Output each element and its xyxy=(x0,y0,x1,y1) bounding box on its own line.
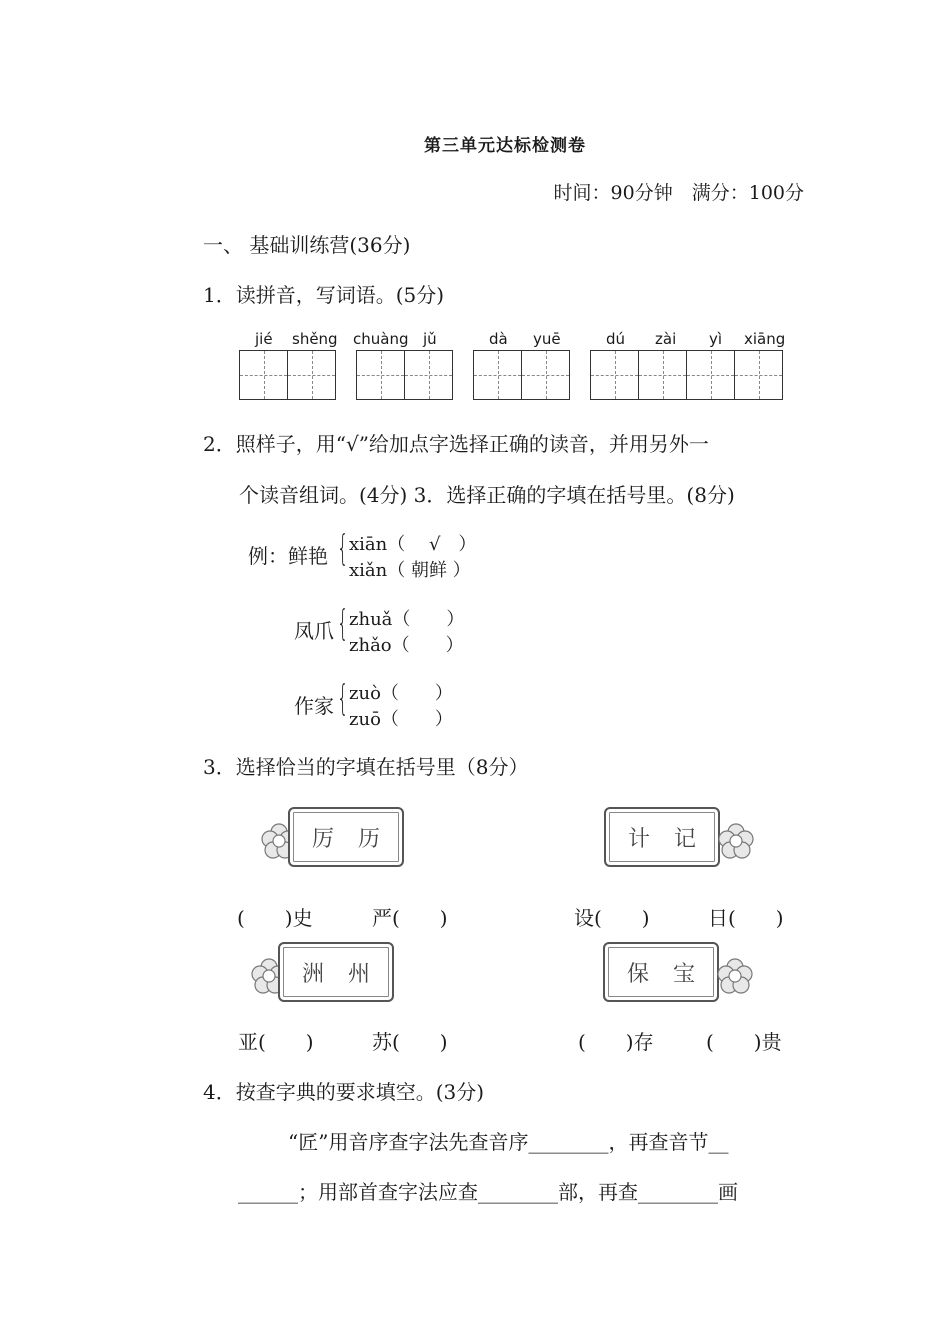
fill-blank[interactable]: 严( ) xyxy=(372,906,448,930)
pinyin-yue: yuē xyxy=(533,330,561,348)
tianzige-cell[interactable] xyxy=(240,351,288,399)
fill-blank[interactable]: ( )存 xyxy=(578,1030,654,1054)
fill-blank[interactable]: 亚( ) xyxy=(238,1030,314,1054)
fill-blank[interactable]: ( )史 xyxy=(237,906,313,930)
pinyin-jie: jié xyxy=(255,330,273,348)
tianzige-group-1 xyxy=(239,350,336,400)
card-char: 洲 xyxy=(301,961,324,987)
pinyin-du: dú xyxy=(606,330,626,348)
tianzige-cell[interactable] xyxy=(474,351,522,399)
char-card-bao xyxy=(603,942,719,1002)
flower-icon xyxy=(718,823,754,859)
pinyin-xiang: xiāng xyxy=(744,330,786,348)
brace: { xyxy=(337,603,349,644)
q4-prompt: 4．按查字典的要求填空。(3分) xyxy=(203,1080,485,1104)
tianzige-cell[interactable] xyxy=(288,351,336,399)
card-char: 州 xyxy=(347,961,370,987)
card-char: 宝 xyxy=(672,961,695,987)
card-char: 保 xyxy=(626,961,649,987)
example-reading-2: xiǎn（ 朝鲜 ） xyxy=(349,560,471,581)
pinyin-chuang: chuàng xyxy=(353,330,409,348)
tianzige-group-3 xyxy=(473,350,570,400)
tianzige-group-4 xyxy=(590,350,783,400)
tianzige-cell[interactable] xyxy=(639,351,687,399)
char-card-ji xyxy=(604,807,720,867)
fill-blank[interactable]: ( )贵 xyxy=(706,1030,782,1054)
tianzige-cell[interactable] xyxy=(591,351,639,399)
brace: { xyxy=(337,528,349,569)
q4-line1[interactable]: “匠”用音序查字法先查音序________，再查音节__ xyxy=(288,1130,729,1154)
pinyin-zai: zài xyxy=(655,330,677,348)
flower-icon xyxy=(717,958,753,994)
word-fengzhua: 凤爪 xyxy=(294,619,334,643)
tianzige-cell[interactable] xyxy=(735,351,783,399)
tianzige-cell[interactable] xyxy=(357,351,405,399)
char-card-li xyxy=(288,807,404,867)
card-char: 计 xyxy=(627,826,650,852)
tianzige-cell[interactable] xyxy=(405,351,453,399)
fill-blank[interactable]: 苏( ) xyxy=(372,1030,448,1054)
tianzige-cell[interactable] xyxy=(687,351,735,399)
q2-prompt-line2: 个读音组词。(4分) 3．选择正确的字填在括号里。(8分) xyxy=(239,483,735,507)
q2-prompt-line1: 2．照样子，用“√”给加点字选择正确的读音，并用另外一 xyxy=(203,432,709,456)
reading-zhao[interactable]: zhǎo（ ） xyxy=(349,635,464,656)
tianzige-group-2 xyxy=(356,350,453,400)
example-reading-1: xiān（ √ ） xyxy=(349,534,477,555)
fill-blank[interactable]: 日( ) xyxy=(708,906,784,930)
card-char: 厉 xyxy=(311,826,334,852)
reading-zuo1[interactable]: zuō（ ） xyxy=(349,709,453,730)
card-char: 记 xyxy=(673,826,696,852)
pinyin-da: dà xyxy=(489,330,508,348)
brace: { xyxy=(337,678,349,719)
q1-prompt: 1．读拼音，写词语。(5分) xyxy=(203,283,445,307)
char-card-zhou xyxy=(278,942,394,1002)
reading-zuo4[interactable]: zuò（ ） xyxy=(349,683,453,704)
section-heading: 一、 基础训练营(36分) xyxy=(203,233,411,257)
exam-info: 时间：90分钟 满分：100分 xyxy=(553,182,804,204)
card-char: 历 xyxy=(357,826,380,852)
page-title: 第三单元达标检测卷 xyxy=(424,136,586,156)
tianzige-cell[interactable] xyxy=(522,351,570,399)
pinyin-yi: yì xyxy=(709,330,723,348)
word-zuojia: 作家 xyxy=(294,694,334,718)
reading-zhua[interactable]: zhuǎ（ ） xyxy=(349,609,465,630)
fill-blank[interactable]: 设( ) xyxy=(574,906,650,930)
example-word: 例：鲜艳 xyxy=(248,544,328,568)
q4-line2[interactable]: ______；用部首查字法应查________部，再查________画 xyxy=(238,1180,738,1204)
pinyin-ju: jǔ xyxy=(423,330,437,348)
q3-prompt: 3．选择恰当的字填在括号里（8分） xyxy=(203,755,529,779)
pinyin-sheng: shěng xyxy=(292,330,338,348)
